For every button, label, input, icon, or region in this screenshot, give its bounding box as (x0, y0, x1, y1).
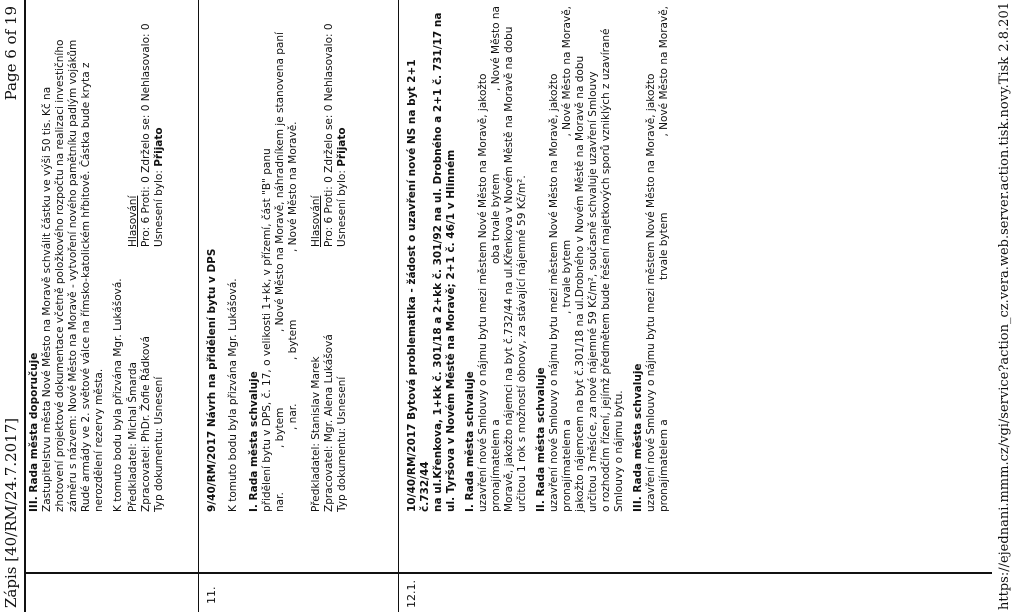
voting-label: Hlasování (127, 195, 139, 247)
number-column-divider (24, 572, 992, 574)
text-line: Rudé armády ve 2. světové válce na římsko-katolickém hřbitově. Částka bude kryta z (80, 62, 92, 512)
resolution-value: Přijato (336, 127, 348, 167)
item-title: 9/40/RM/2017 Návrh na přidělení bytu v DPS (206, 248, 218, 512)
resolution-value: Přijato (153, 127, 165, 167)
voting-result: Pro: 6 Proti: 0 Zdrželo se: 0 Nehlasovalo: 0 (140, 23, 152, 247)
voting-label: Hlasování (310, 195, 322, 247)
item-title: ul. Tyršova v Novém Městě na Moravě; 2+1 č. 46/1 v Hlinném (445, 149, 457, 512)
voting-result: Pro: 6 Proti: 0 Zdrželo se: 0 Nehlasovalo: 0 (323, 23, 335, 247)
text-line: Smlouvy o nájmu bytu. (613, 390, 625, 512)
processor: Zpracovatel: PhDr. Žofie Řádková (140, 336, 152, 512)
processor: Zpracovatel: Mgr. Alena Lukášová (323, 334, 335, 512)
text-line: o rozhodčím řízení, jejímž předmětem bude řešení majetkových sporů vzniklých z uzavírané (600, 28, 612, 512)
resolution-status: Usnesení bylo: Přijato (336, 127, 348, 247)
footer-date: 2.8.201 (997, 2, 1012, 52)
text-line: Zastupitelstvu města Nové Město na Moravě schválit částku ve výši 50 tis. Kč na (41, 86, 53, 512)
section-heading: II. Rada města schvaluje (535, 367, 547, 512)
presenter: Předkladatel: Michal Šmarda (127, 362, 139, 512)
page-footer (995, 0, 1019, 612)
text-line: pronajímatelem a , trvale bytem , Nové Město na Moravě, (561, 6, 573, 512)
text-line: uzavření nové Smlouvy o nájmu bytu mezi městem Nové Město na Moravě, jakožto (645, 73, 657, 512)
item-title: 10/40/RM/2017 Bytová problematika - žádost o uzavření nové NS na byt 2+1 č.732/44 (406, 59, 431, 512)
section-heading: III. Rada města doporučuje (28, 352, 40, 512)
item-title: na ul.Křenkova, 1+kk č. 301/18 a 2+kk č. 301/92 na ul. Drobného a 2+1 č. 731/17 na (432, 12, 444, 512)
text-line: přidělení bytu v DPS, č. 17, o velikosti 1+kk, v přízemí, část "B" panu (261, 148, 273, 512)
section-heading: III. Rada města schvaluje (632, 363, 644, 512)
text-line: nar. , bytem , Nové Město na Moravě, náhradníkem je stanovena paní (274, 32, 286, 512)
text-line: určitou 3 měsíce, za nové nájemné 59 Kč/m², současně schvaluje uzavření Smlouvy (587, 71, 599, 512)
text-line: uzavření nové Smlouvy o nájmu bytu mezi městem Nové Město na Moravě, jakožto (548, 73, 560, 512)
text-line: , nar. , bytem , Nové Město na Moravě. (287, 121, 299, 430)
footer-url[interactable]: https://ejednani.mmm.cz/vgi/service?action_cz.vera.web.server.action.tisk.novy.Tisk (997, 56, 1012, 610)
document-type: Typ dokumentu: Usnesení (153, 376, 165, 512)
section-heading: I. Rada města schvaluje (248, 371, 260, 512)
text-line: uzavření nové Smlouvy o nájmu bytu mezi městem Nové Město na Moravě, jakožto (477, 73, 489, 512)
text-line: zhotovení projektové dokumentace včetně položkového rozpočtu na realizaci investičního (54, 39, 66, 512)
item-number: 12.1. (405, 580, 418, 608)
presenter: Předkladatel: Stanislav Marek (310, 356, 322, 512)
document-type: Typ dokumentu: Usnesení (336, 376, 348, 512)
header-rule (24, 0, 26, 612)
row-divider (398, 0, 399, 612)
text-line: nerozdělení rezervy města. (93, 368, 105, 512)
text-line: jakožto nájemcem na byt č.301/18 na ul.Drobného v Novém Městě na Moravě na dobu (574, 55, 586, 512)
item-11 (206, 12, 362, 512)
document-title: Zápis [40/RM/24.7.2017] (2, 417, 20, 608)
section-heading: I. Rada města schvaluje (464, 371, 476, 512)
text-line: pronajímatelem a trvale bytem , Nové Město na Moravě, (658, 6, 670, 512)
text-line: pronajímatelem a oba trvale bytem , Nové Město na (490, 6, 502, 512)
resolution-status: Usnesení bylo: Přijato (153, 127, 165, 247)
section-recommendation (28, 12, 179, 512)
invited-note: K tomuto bodu byla přizvána Mgr. Lukášová. (227, 278, 239, 512)
text-line: Moravě, jakožto nájemci na byt č.732/44 na ul.Křenkova v Novém Městě na Moravě na dobu (503, 26, 515, 512)
row-divider (198, 0, 199, 612)
page-header (2, 0, 22, 612)
text-line: určitou 1 rok s možností obnovy, za stávající nájemné 59 Kč/m². (516, 175, 528, 512)
invited-note: K tomuto bodu byla přizvána Mgr. Lukášová. (112, 278, 124, 512)
item-number: 11. (205, 586, 218, 604)
text-line: záměru s názvem: Nové Město na Moravě - vytvoření nového pamětníku padlým vojákům (67, 39, 79, 512)
item-12-1 (406, 6, 671, 512)
page-number: Page 6 of 19 (2, 6, 20, 101)
